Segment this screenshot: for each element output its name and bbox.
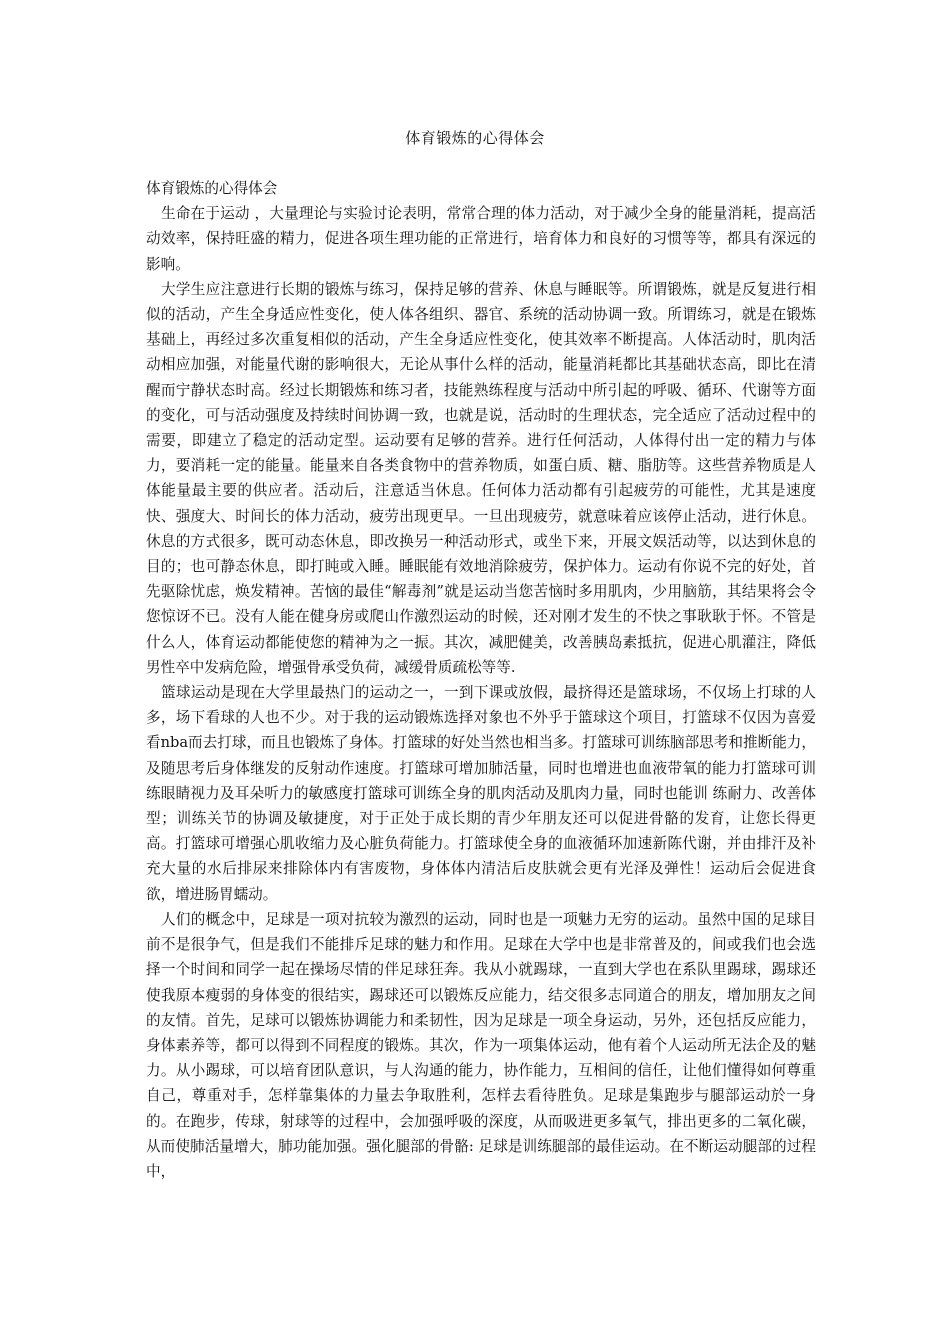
paragraph-football: 人们的概念中，足球是一项对抗较为激烈的运动，同时也是一项魅力无穷的运动。虽然中国的足球目前不是很争气，但是我们不能排斥足球的魅力和作用。足球在大学中也是非常普及的，间或我们也会选择一个时间和同学一起在操场尽情的伴足球狂奔。我从小就踢球，一直到大学也在系队里踢球，踢球还使我原本瘦弱的身体变的很结实，踢球还可以锻炼反应能力，结交很多志同道合的朋友，增加朋友之间的友情。首先，足球可以锻炼协调能力和柔韧性，因为足球是一项全身运动，另外，还包括反应能力，身体素养等，都可以得到不同程度的锻炼。其次，作为一项集体运动，他有着个人运动所无法企及的魅力。从小踢球，可以培育团队意识，与人沟通的能力，协作能力，互相间的信任，让他们懂得如何尊重自己，尊重对手，怎样靠集体的力量去争取胜利，怎样去看待胜负。足球是集跑步与腿部运动於一身的。在跑步，传球，射球等的过程中，会加强呼吸的深度，从而吸进更多氧气，排出更多的二氧化碳，从而使肺活量增大，肺功能加强。强化腿部的骨骼: 足球是训练腿部的最佳运动。在不断运动腿部的过程中， bbox=[146, 910, 816, 1180]
document-title: 体育锻炼的心得体会 bbox=[405, 129, 545, 147]
document-body bbox=[146, 176, 816, 1184]
paragraph-basketball: 篮球运动是现在大学里最热门的运动之一，一到下课或放假，最挤得还是篮球场，不仅场上打球的人多，场下看球的人也不少。对于我的运动锻炼选择对象也不外乎于篮球这个项目，打篮球不仅因为喜爱看nba而去打球，而且也锻炼了身体。打篮球的好处当然也相当多。打篮球可训练脑部思考和推断能力，及随思考后身体继发的反射动作速度。打篮球可增加肺活量，同时也增进也血液带氧的能力打篮球可训练眼睛视力及耳朵听力的敏感度打篮球可训练全身的肌肉活动及肌肉力量，同时也能训 练耐力、改善体型；训练关节的协调及敏捷度，对于正处于成长期的青少年朋友还可以促进骨骼的发育，让您长得更高。打篮球可增强心肌收缩力及心脏负荷能力。打篮球使全身的血液循环加速新陈代谢，并由排汗及补充大量的水后排尿来排除体内有害废物，身体体内清洁后皮肤就会更有光泽及弹性！运动后会促进食欲，增进肠胃蠕动。 bbox=[146, 684, 816, 903]
section-heading: 体育锻炼的心得体会 bbox=[146, 180, 278, 197]
paragraph-intro: 生命在于运动 ，大量理论与实验讨论表明，常常合理的体力活动，对于减少全身的能量消耗，提高活动效率，保持旺盛的精力，促进各项生理功能的正常进行，培育体力和良好的习惯等等，都具有深远的影响。 bbox=[146, 205, 816, 273]
paragraph-training: 大学生应注意进行长期的锻炼与练习，保持足够的营养、休息与睡眠等。所谓锻炼，就是反复进行相似的活动，产生全身适应性变化，使人体各组织、器官、系统的活动协调一致。所谓练习，就是在锻炼基础上，再经过多次重复相似的活动，产生全身适应性变化，使其效率不断提高。人体活动时，肌肉活动相应加强，对能量代谢的影响很大，无论从事什么样的活动，能量消耗都比其基础状态高，即比在清醒而宁静状态时高。经过长期锻炼和练习者，技能熟练程度与活动中所引起的呼吸、循环、代谢等方面的变化，可与活动强度及持续时间协调一致，也就是说，活动时的生理状态，完全适应了活动过程中的需要，即建立了稳定的活动定型。运动要有足够的营养。进行任何活动，人体得付出一定的精力与体力，要消耗一定的能量。能量来自各类食物中的营养物质，如蛋白质、糖、脂肪等。这些营养物质是人体能量最主要的供应者。活动后，注意适当休息。任何体力活动都有引起疲劳的可能性，尤其是速度快、强度大、时间长的体力活动，疲劳出现更早。一旦出现疲劳，就意味着应该停止活动，进行休息。休息的方式很多，既可动态休息，即改换另一种活动形式，或坐下来，开展文娱活动等，以达到休息的目的；也可静态休息，即打盹或入睡。睡眠能有效地消除疲劳，保护体力。运动有你说不完的好处，首先驱除忧虑，焕发精神。苦恼的最佳“解毒剂”就是运动当您苦恼时多用肌肉，少用脑筋，其结果将会令您惊讶不已。没有人能在健身房或爬山作激烈运动的时候，还对刚才发生的不快之事耿耿于怀。不管是什么人，体育运动都能使您的精神为之一振。其次，减肥健美，改善胰岛素抵抗，促进心肌灌注，降低男性卒中发病危险，增强骨承受负荷，减缓骨质疏松等等. bbox=[146, 280, 816, 676]
